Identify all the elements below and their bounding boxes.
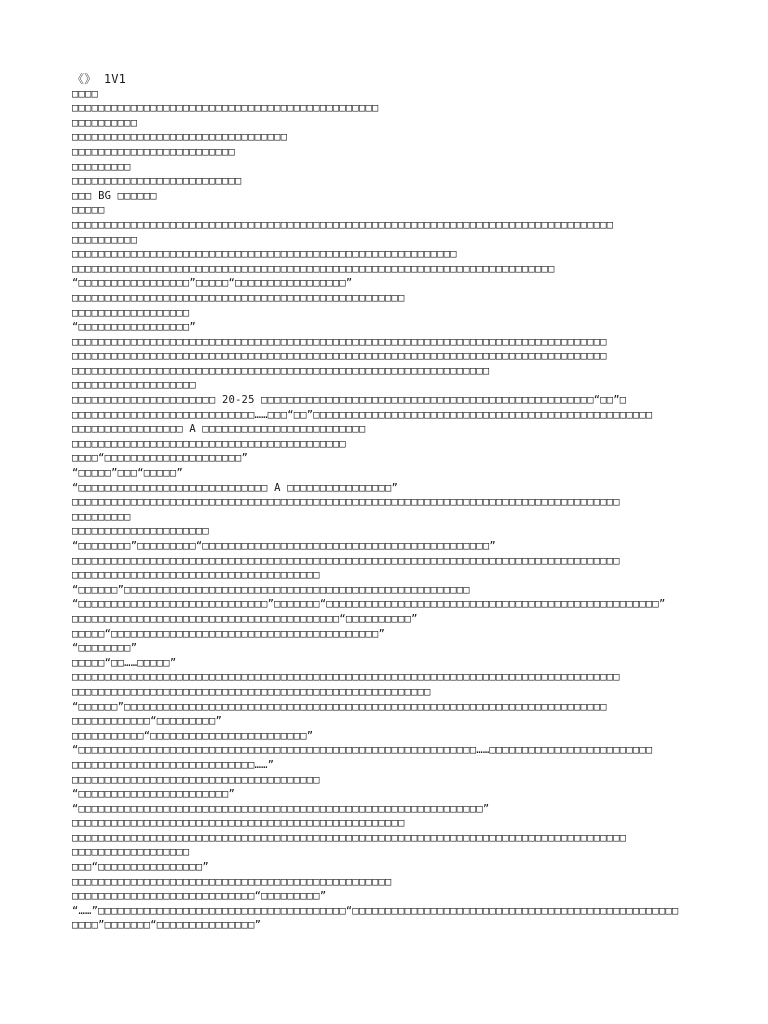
body-line: “□□□□□□□□□□□□□□□□□” <box>72 321 196 334</box>
body-line: □□□□□□□□□□□□□□□□□□□□□□□□□□□□□□□□□□□□□□ <box>72 569 320 582</box>
body-line: □□□□□□□□□□□□□□□□□□□□□□□□□□□□□□□□□□□□□□□□□□□□□□□□□□□□□□□ <box>72 685 431 698</box>
body-line: □□□□□□□□□□□□□□□□□□□□□ <box>72 525 209 538</box>
body-line: □□□□□□□□□ <box>72 160 131 173</box>
body-line: □□□□□□□□□□□□□□□□□□□□□□□□□□□□□□□□□□□□□□□□□□□□□□□□□□□□□□□□□□□□□□□□□□□□□□□□□□□□□□□□□□□ <box>72 218 614 231</box>
body-line: □□□□□□□□□□□□□□□□□□□□□□□□□□□□□□□□□□□□□□□□□□□□□□□□□□□□□□□□□□□ <box>72 248 457 261</box>
body-line: □□□□□□□□□□□□□□□□□□□□□□□□□□□□□□□□□□□□□□□□□□□□□□□□□□□□□□□□□□□□□□□□□□□□□□□□□□□□□□□□□□ <box>72 335 607 348</box>
body-line: □□□□□□□□□□□□□□□□□□□□□□□□□□□□……” <box>72 758 275 771</box>
body-line: “□□□□□□□□”□□□□□□□□□“□□□□□□□□□□□□□□□□□□□□□□□□□□□□□□□□□□□□□□□□□□□□” <box>72 540 496 552</box>
body-line: □□□□□□□□□□□□□□□□□□ <box>72 306 190 319</box>
body-line: □□□□□□□□□□□□□□□□□□□ <box>72 379 196 392</box>
body-line: □□□□□□□□□□□□□□□□□□□□□□□□□□□□□□□□□□□□□□□□□□□□□□□□□□□ <box>72 817 405 830</box>
body-line: “□□□□□□□□□□□□□□□□□”□□□□□“□□□□□□□□□□□□□□□□□” <box>72 277 353 290</box>
body-line: “□□□□□□□□” <box>72 642 138 655</box>
document-page <box>72 72 712 933</box>
body-line: □□□□□□□□□□□□□□□□□□□□□□□□□□□□□□□□□ <box>72 131 288 144</box>
body-line: □□□□“□□□□□□□□□□□□□□□□□□□□□” <box>72 452 249 465</box>
body-line: □□□ BG □□□□□□ <box>72 189 157 202</box>
body-line: □□□□□□□□□□□□□□□□□□□□□□□□□□□□□□□□□□□□□□□□□□□□□□□□□□□□□□□□□□□□□□□□□□□□□□□□□□ <box>72 262 555 275</box>
body-line: □□□□□“□□□□□□□□□□□□□□□□□□□□□□□□□□□□□□□□□□□□□□□□□” <box>72 627 386 640</box>
body-line: □□□□□□□□□□□□□□□□□□ <box>72 846 190 859</box>
body-line: □□□□□□□□□□□□□□□□□□□□□□□□□□□□□□□□□□□□□□□□□□□□□□□ <box>72 102 379 115</box>
body-line: □□□□□□□□□□□□□□□□□□□□□□□□□□□□□□□□□□□□□□ <box>72 773 320 786</box>
body-line: “……”□□□□□□□□□□□□□□□□□□□□□□□□□□□□□□□□□□□□□□“□□□□□□□□□□□□□□□□□□□□□□□□□□□□□□□□□□□□□□□□□□□□□□□□□□ <box>72 904 679 917</box>
body-line: □□□□□□□□□□□□□□□□□□□□□□□□□□□□□□□□□□□□□□□□□□□□□□□□□□□□□□□□□□□□□□□□□□□□□□□□□□□□□□□□□□□□ <box>72 554 620 567</box>
body-line: □□□□□□□□□□□□□□□□□□□□□□□□□□□□□□□□□□□□□□□□□□□□□□□□□□□□□□□□□□□□□□□□□□□□□□□□□□□□□□□□□□ <box>72 350 607 363</box>
body-line: □□□□□□□□□□□“□□□□□□□□□□□□□□□□□□□□□□□□” <box>72 729 314 742</box>
body-line: □□□□□□□□□□□□□□□□□□□□□□□□□□□□□□□□□□□□□□□□□“□□□□□□□□□□” <box>72 612 418 625</box>
body-line: □□□□□□□□□□□□□□□□□□□□□□□□□□□□□□□□□□□□□□□□□□ <box>72 437 346 450</box>
document-title: 《》 1V1 <box>72 72 127 86</box>
body-line: □□□□□□□□□□□□□□□□□□□□□□ 20-25 □□□□□□□□□□□□□□□□□□□□□□□□□□□□□□□□□□□□□□□□□□□□□□□□□□□“□□”□ <box>72 394 627 407</box>
body-line: □□□□□□□□□□□□□□□□□□□□□□□□□□□□□□□□□□□□□□□□□□□□□□□□□□□□□□□□□□□□□□□□□□□□□□□□□□□□□□□□□□□□ <box>72 671 620 684</box>
body-line: □□□□□□□□□□□□□□□□□□□□□□□□□□ <box>72 175 242 188</box>
body-line: □□□□□□□□□□□□□□□□□ A □□□□□□□□□□□□□□□□□□□□□□□□□ <box>72 423 366 436</box>
body-line: □□□□□□□□□ <box>72 510 131 523</box>
document-body <box>72 87 712 933</box>
body-line: □□□□ <box>72 87 99 100</box>
body-line: “□□□□□□□□□□□□□□□□□□□□□□□□□□□□□ A □□□□□□□□□□□□□□□□” <box>72 481 399 494</box>
body-line: “□□□□□□□□□□□□□□□□□□□□□□□” <box>72 788 236 801</box>
body-line: □□□□□□□□□□□□□□□□□□□□□□□□□ <box>72 145 236 158</box>
body-line: “□□□□□□□□□□□□□□□□□□□□□□□□□□□□□□□□□□□□□□□□□□□□□□□□□□□□□□□□□□□□□……□□□□□□□□□□□□□□□□□□□□□□□□□ <box>72 744 653 757</box>
body-line: □□□□□□□□□□□□□□□□□□□□□□□□□□□□□□□□□□□□□□□□□□□□□□□□□□□□□□□□□□□□□□□□□□□□□□□□□□□□□□□□□□□□□ <box>72 831 627 844</box>
body-line: □□□□”□□□□□□□“□□□□□□□□□□□□□□□” <box>72 919 262 932</box>
body-line: “□□□□□□□□□□□□□□□□□□□□□□□□□□□□□□□□□□□□□□□□□□□□□□□□□□□□□□□□□□□□□□” <box>72 802 490 815</box>
body-line: □□□□□□□□□□□□□□□□□□□□□□□□□□□□……□□□“□□”□□□□□□□□□□□□□□□□□□□□□□□□□□□□□□□□□□□□□□□□□□□□□□□□□□□□ <box>72 408 653 421</box>
body-line: □□□□□□□□□□□□□□□□□□□□□□□□□□□□□□□□□□□□□□□□□□□□□□□□□□□ <box>72 291 405 304</box>
body-line: □□□□□□□□□□□□□□□□□□□□□□□□□□□□□□□□□□□□□□□□□□□□□□□□□□□□□□□□□□□□□□□□□□□□□□□□□□□□□□□□□□□□ <box>72 496 620 509</box>
body-line: □□□□□ <box>72 204 105 217</box>
body-line: □□□□□□□□□□ <box>72 233 138 246</box>
body-line: □□□□□“□□……□□□□□” <box>72 656 177 669</box>
body-line: “□□□□□□”□□□□□□□□□□□□□□□□□□□□□□□□□□□□□□□□□□□□□□□□□□□□□□□□□□□□□ <box>72 583 470 596</box>
body-line: □□□“□□□□□□□□□□□□□□□□” <box>72 861 209 874</box>
body-line: □□□□□□□□□□□□□□□□□□□□□□□□□□□□“□□□□□□□□□” <box>72 890 327 903</box>
body-line: □□□□□□□□□□ <box>72 116 138 129</box>
body-line: “□□□□□”□□□“□□□□□” <box>72 467 183 480</box>
body-line: “□□□□□□□□□□□□□□□□□□□□□□□□□□□□□”□□□□□□□“□□□□□□□□□□□□□□□□□□□□□□□□□□□□□□□□□□□□□□□□□□□□□□□□□□□” <box>72 598 666 611</box>
body-line: □□□□□□□□□□□□□□□□□□□□□□□□□□□□□□□□□□□□□□□□□□□□□□□□□ <box>72 875 392 888</box>
body-line: □□□□□□□□□□□□□□□□□□□□□□□□□□□□□□□□□□□□□□□□□□□□□□□□□□□□□□□□□□□□□□□□ <box>72 364 490 377</box>
body-line: □□□□□□□□□□□□“□□□□□□□□□” <box>72 715 222 728</box>
body-line: “□□□□□□”□□□□□□□□□□□□□□□□□□□□□□□□□□□□□□□□□□□□□□□□□□□□□□□□□□□□□□□□□□□□□□□□□□□□□□□□□□ <box>72 700 607 713</box>
